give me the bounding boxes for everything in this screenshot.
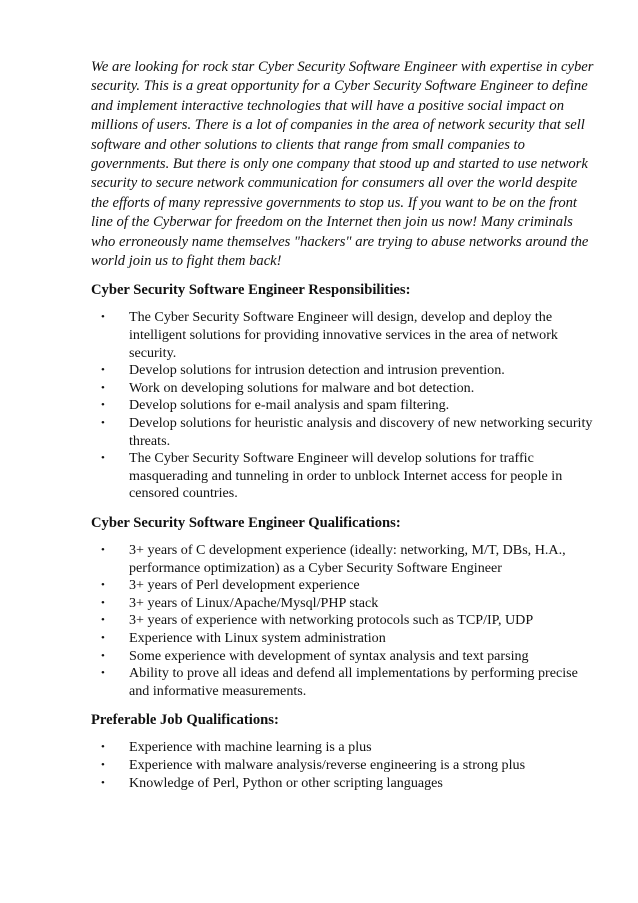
bullet-icon: • xyxy=(101,667,105,680)
bullet-icon: • xyxy=(101,741,105,754)
responsibilities-list xyxy=(91,309,597,503)
list-item-text: The Cyber Security Software Engineer will develop solutions for traffic masquerading and tunneling in order to unblock Internet access for people in censored countries. xyxy=(129,450,563,502)
preferable-heading: Preferable Job Qualifications: xyxy=(91,712,279,729)
list-item-text: 3+ years of Perl development experience xyxy=(129,577,360,594)
list-item xyxy=(91,595,597,613)
bullet-icon: • xyxy=(101,614,105,627)
list-item-text: Develop solutions for intrusion detection and intrusion prevention. xyxy=(129,362,505,379)
list-item xyxy=(91,362,597,380)
list-item xyxy=(91,630,597,648)
bullet-icon: • xyxy=(101,631,105,644)
list-item xyxy=(91,612,597,630)
list-item xyxy=(91,542,597,577)
document-page xyxy=(91,58,597,792)
bullet-icon: • xyxy=(101,596,105,609)
list-item xyxy=(91,775,597,793)
bullet-icon: • xyxy=(101,758,105,771)
list-item xyxy=(91,757,597,775)
list-item xyxy=(91,415,597,450)
list-item-text: Work on developing solutions for malware and bot detection. xyxy=(129,379,475,396)
bullet-icon: • xyxy=(101,381,105,394)
bullet-icon: • xyxy=(101,452,105,465)
intro-paragraph: We are looking for rock star Cyber Security Software Engineer with expertise in cyber security. This is a great opportunity for a Cyber Security Software Engineer to define and implement interactive technologies that will have a positive social impact on millions of users. There is a lot of companies in the area of network security that sell software and other solutions to clients that range from small companies to governments. But there is only one company that stood up and started to use network security to secure network communication for consumers all over the world despite the efforts of many repressive governments to stop us. If you want to be on the front line of the Cyberwar for freedom on the Internet then join us now! Many criminals who erroneously name themselves "hackers" are trying to abuse networks around the world join us to fight them back! xyxy=(91,59,594,270)
list-item-text: Develop solutions for heuristic analysis and discovery of new networking security threats. xyxy=(129,415,593,449)
list-item xyxy=(91,380,597,398)
list-item-text: The Cyber Security Software Engineer will design, develop and deploy the intelligent solutions for providing innovative services in the area of network security. xyxy=(129,309,558,361)
list-item xyxy=(91,397,597,415)
qualifications-list xyxy=(91,542,597,700)
list-item xyxy=(91,739,597,757)
bullet-icon: • xyxy=(101,417,105,430)
bullet-icon: • xyxy=(101,649,105,662)
list-item xyxy=(91,665,597,700)
list-item-text: 3+ years of experience with networking protocols such as TCP/IP, UDP xyxy=(129,612,534,629)
list-item xyxy=(91,450,597,503)
list-item xyxy=(91,309,597,362)
list-item xyxy=(91,648,597,666)
preferable-list xyxy=(91,739,597,792)
list-item-text: Some experience with development of syntax analysis and text parsing xyxy=(129,647,529,664)
bullet-icon: • xyxy=(101,544,105,556)
list-item-text: 3+ years of Linux/Apache/Mysql/PHP stack xyxy=(129,594,379,611)
qualifications-heading: Cyber Security Software Engineer Qualifications: xyxy=(91,515,401,531)
list-item-text: Experience with Linux system administration xyxy=(129,629,386,646)
list-item-text: Experience with malware analysis/reverse engineering is a strong plus xyxy=(129,756,526,773)
list-item xyxy=(91,577,597,595)
list-item-text: Develop solutions for e-mail analysis and spam filtering. xyxy=(129,397,450,414)
bullet-icon: • xyxy=(101,399,105,412)
list-item-text: 3+ years of C development experience (ideally: networking, M/T, DBs, H.A., performance optimization) as a Cyber Security Software Engineer xyxy=(129,542,566,576)
list-item-text: Ability to prove all ideas and defend all implementations by performing precise and informative measurements. xyxy=(129,665,578,699)
bullet-icon: • xyxy=(101,776,105,789)
list-item-text: Experience with machine learning is a plus xyxy=(129,739,372,756)
responsibilities-heading: Cyber Security Software Engineer Responsibilities: xyxy=(91,282,411,299)
bullet-icon: • xyxy=(101,364,105,377)
list-item-text: Knowledge of Perl, Python or other scripting languages xyxy=(129,774,443,791)
bullet-icon: • xyxy=(101,311,105,324)
bullet-icon: • xyxy=(101,579,105,592)
